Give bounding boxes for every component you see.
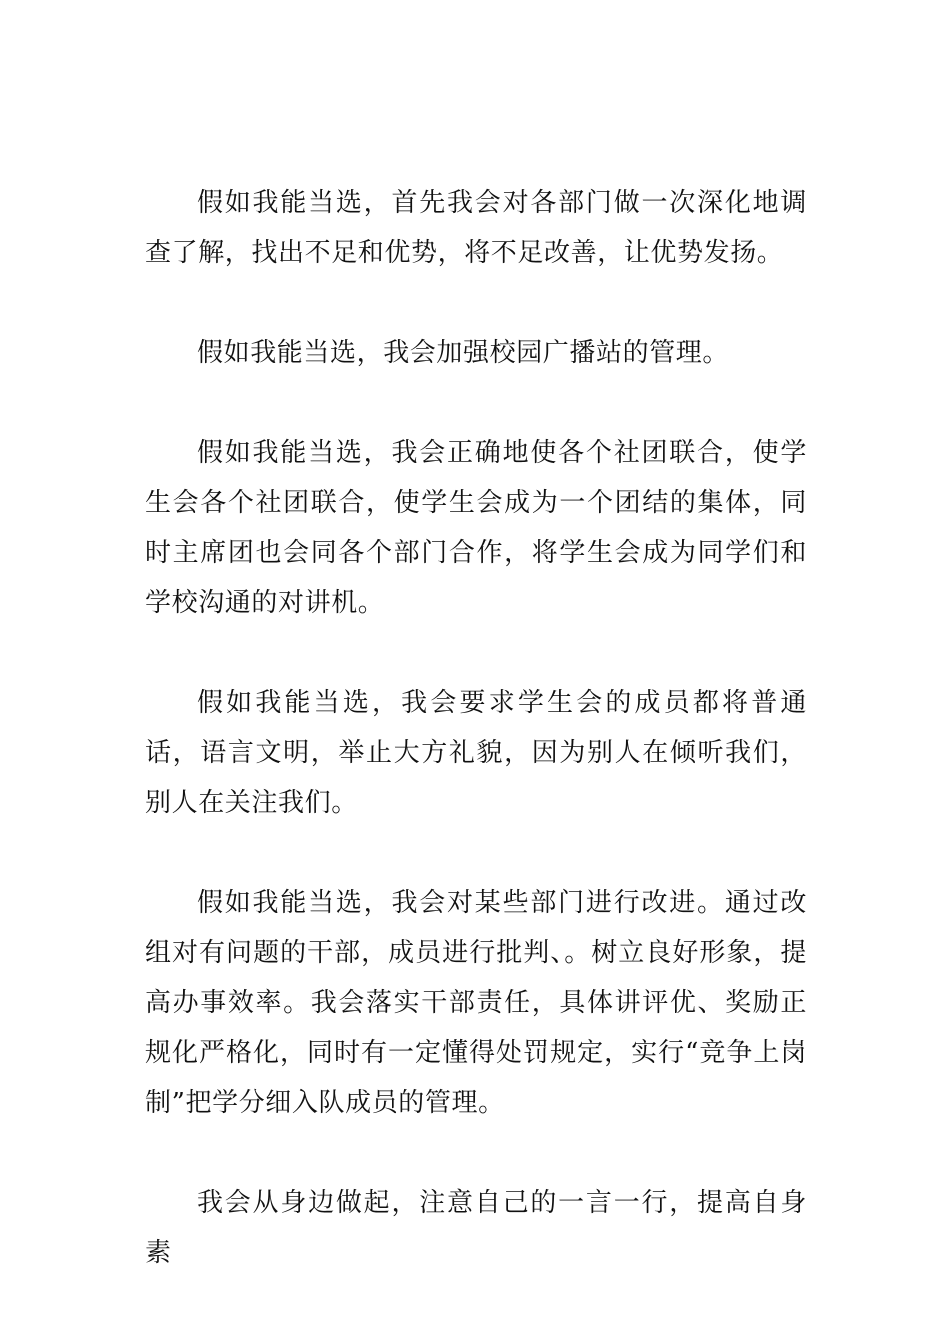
paragraph-3: 假如我能当选，我会正确地使各个社团联合，使学生会各个社团联合，使学生会成为一个团结的集体，同时主席团也会同各个部门合作，将学生会成为同学们和学校沟通的对讲机。 [145, 438, 807, 618]
paragraph-6: 我会从身边做起，注意自己的一言一行，提高自身素 [145, 1188, 807, 1268]
paragraph-4: 假如我能当选，我会要求学生会的成员都将普通话，语言文明，举止大方礼貌，因为别人在倾听我们，别人在关注我们。 [145, 688, 807, 818]
paragraph-1: 假如我能当选，首先我会对各部门做一次深化地调查了解，找出不足和优势，将不足改善，让优势发扬。 [145, 188, 807, 268]
paragraph-5: 假如我能当选，我会对某些部门进行改进。通过改组对有问题的干部，成员进行批判、。树立良好形象，提高办事效率。我会落实干部责任，具体讲评优、奖励正规化严格化，同时有一定懂得处罚规定，实行“竞争上岗制”把学分细入队成员的管理。 [145, 888, 807, 1118]
paragraph-2: 假如我能当选，我会加强校园广播站的管理。 [197, 338, 730, 368]
document-body [145, 178, 807, 1328]
